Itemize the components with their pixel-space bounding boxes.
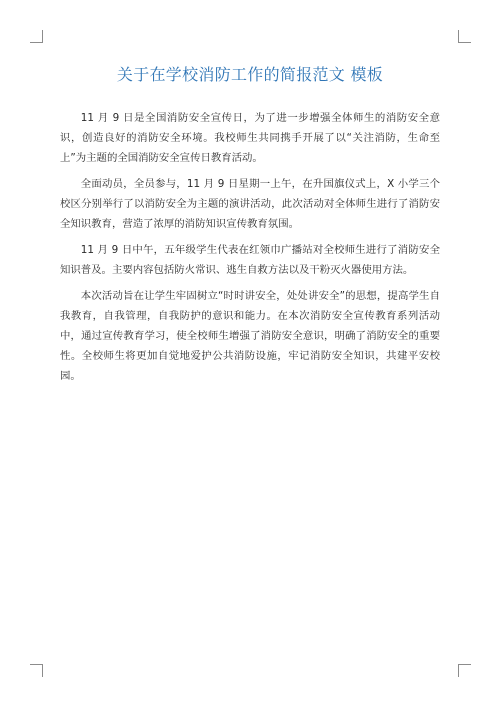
paragraph-3: 11 月 9 日中午，五年级学生代表在红领巾广播站对全校师生进行了消防安全知识普及。主要内容包括防火常识、逃生自救方法以及干粉灭火器使用方法。 [60,244,440,276]
paragraph-1: 11 月 9 日是全国消防安全宣传日，为了进一步增强全体师生的消防安全意识，创造良好的消防安全环境。我校师生共同携手开展了以“关注消防，生命至上”为主题的全国消防安全宣传日教育活动。 [60,112,440,164]
crop-mark-bottom-left [30,664,43,677]
document-body [60,108,440,392]
crop-mark-bottom-right [458,664,471,677]
document-title: 关于在学校消防工作的简报范文 模板 [116,65,384,84]
crop-mark-top-left [30,30,43,43]
paragraph-2: 全面动员，全员参与，11 月 9 日星期一上午，在升国旗仪式上，X 小学三个校区分别举行了以消防安全为主题的演讲活动，此次活动对全体师生进行了消防安全知识教育，营造了浓厚的消防知识宣传教育氛围。 [60,178,440,230]
crop-mark-top-right [458,30,471,43]
paragraph-4: 本次活动旨在让学生牢固树立“时时讲安全，处处讲安全”的思想，提高学生自我教育，自我管理，自我防护的意识和能力。在本次消防安全宣传教育系列活动中，通过宣传教育学习，使全校师生增强了消防安全意识，明确了消防安全的重要性。全校师生将更加自觉地爱护公共消防设施，牢记消防安全知识，共建平安校园。 [60,290,440,382]
